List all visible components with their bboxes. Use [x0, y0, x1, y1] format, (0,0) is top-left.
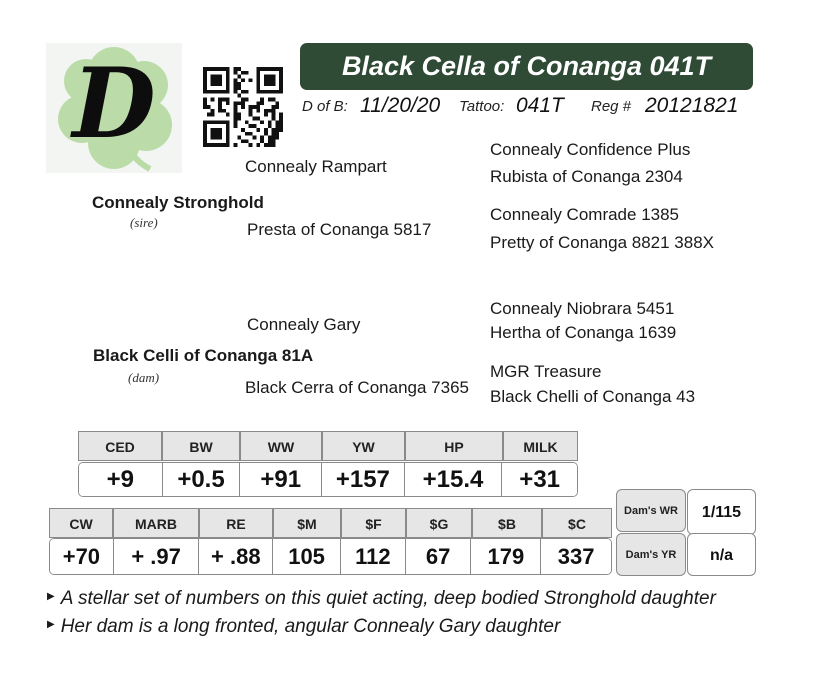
qr-code-icon[interactable]	[202, 67, 284, 147]
dd-dam: Black Chelli of Conanga 43	[490, 387, 696, 406]
dam-yr-value: n/a	[687, 533, 756, 576]
epd-value-g: 67	[406, 539, 472, 574]
dam-dam: Black Cerra of Conanga 7365	[245, 378, 469, 397]
epd-value-m: 105	[273, 539, 341, 574]
epd-value-yw: +157	[322, 463, 405, 496]
epd-header-c: $C	[542, 508, 612, 538]
epd-value-bw: +0.5	[163, 463, 241, 496]
clover-d-logo	[46, 43, 182, 173]
dd-sire: MGR Treasure	[490, 362, 602, 381]
epd-header-milk: MILK	[503, 431, 578, 461]
sire-name: Connealy Stronghold	[92, 193, 264, 212]
animal-name-banner: Black Cella of Conanga 041T	[300, 43, 753, 90]
reg-value: 20121821	[645, 94, 739, 117]
dam-wr-value: 1/115	[687, 489, 756, 535]
epd-row1-values	[78, 462, 578, 497]
dam-yr-label: Dam's YR	[616, 533, 686, 576]
ss-sire: Connealy Confidence Plus	[490, 140, 691, 159]
ds-dam: Hertha of Conanga 1639	[490, 323, 677, 342]
epd-row2-values	[49, 538, 612, 575]
epd-value-b: 179	[471, 539, 541, 574]
epd-header-cw: CW	[49, 508, 113, 538]
logo-letter: D	[72, 47, 156, 160]
tattoo-value: 041T	[516, 94, 564, 117]
sd-sire: Connealy Comrade 1385	[490, 205, 680, 224]
epd-header-m: $M	[273, 508, 341, 538]
dob-label: D of B:	[302, 98, 348, 115]
epd-header-ww: WW	[240, 431, 322, 461]
epd-value-ced: +9	[79, 463, 163, 496]
dam-name: Black Celli of Conanga 81A	[93, 346, 314, 365]
reg-label: Reg #	[591, 98, 632, 115]
dam-sire: Connealy Gary	[247, 315, 361, 334]
epd-header-marb: MARB	[113, 508, 199, 538]
epd-value-c: 337	[541, 539, 611, 574]
dam-role: (dam)	[128, 370, 160, 385]
ss-dam: Rubista of Conanga 2304	[490, 167, 683, 186]
epd-row1-headers	[78, 431, 578, 461]
ds-sire: Connealy Niobrara 5451	[490, 299, 675, 318]
epd-header-g: $G	[406, 508, 472, 538]
epd-header-bw: BW	[162, 431, 240, 461]
epd-value-ww: +91	[240, 463, 322, 496]
sd-dam: Pretty of Conanga 8821 388X	[490, 233, 714, 252]
bullet-icon: ▶	[47, 591, 55, 603]
note-2-text: Her dam is a long fronted, angular Connealy Gary daughter	[60, 616, 561, 637]
epd-value-cw: +70	[50, 539, 114, 574]
epd-header-hp: HP	[405, 431, 503, 461]
epd-row2-headers	[49, 508, 612, 538]
epd-header-yw: YW	[322, 431, 405, 461]
sire-role: (sire)	[130, 215, 158, 230]
epd-value-f: 112	[341, 539, 406, 574]
note-1-text: A stellar set of numbers on this quiet acting, deep bodied Stronghold daughter	[60, 588, 716, 609]
epd-value-re: + .88	[199, 539, 273, 574]
tattoo-label: Tattoo:	[459, 98, 505, 115]
epd-value-hp: +15.4	[405, 463, 503, 496]
note-1	[47, 588, 716, 610]
bullet-icon: ▶	[47, 619, 55, 631]
epd-header-re: RE	[199, 508, 273, 538]
sire-dam: Presta of Conanga 5817	[247, 220, 432, 239]
sire-sire: Connealy Rampart	[245, 157, 387, 176]
dam-wr-label: Dam's WR	[616, 489, 686, 532]
epd-value-marb: + .97	[114, 539, 200, 574]
epd-header-ced: CED	[78, 431, 162, 461]
epd-value-milk: +31	[502, 463, 577, 496]
epd-header-f: $F	[341, 508, 406, 538]
dob-value: 11/20/20	[360, 94, 441, 117]
epd-header-b: $B	[472, 508, 542, 538]
note-2	[47, 616, 560, 638]
